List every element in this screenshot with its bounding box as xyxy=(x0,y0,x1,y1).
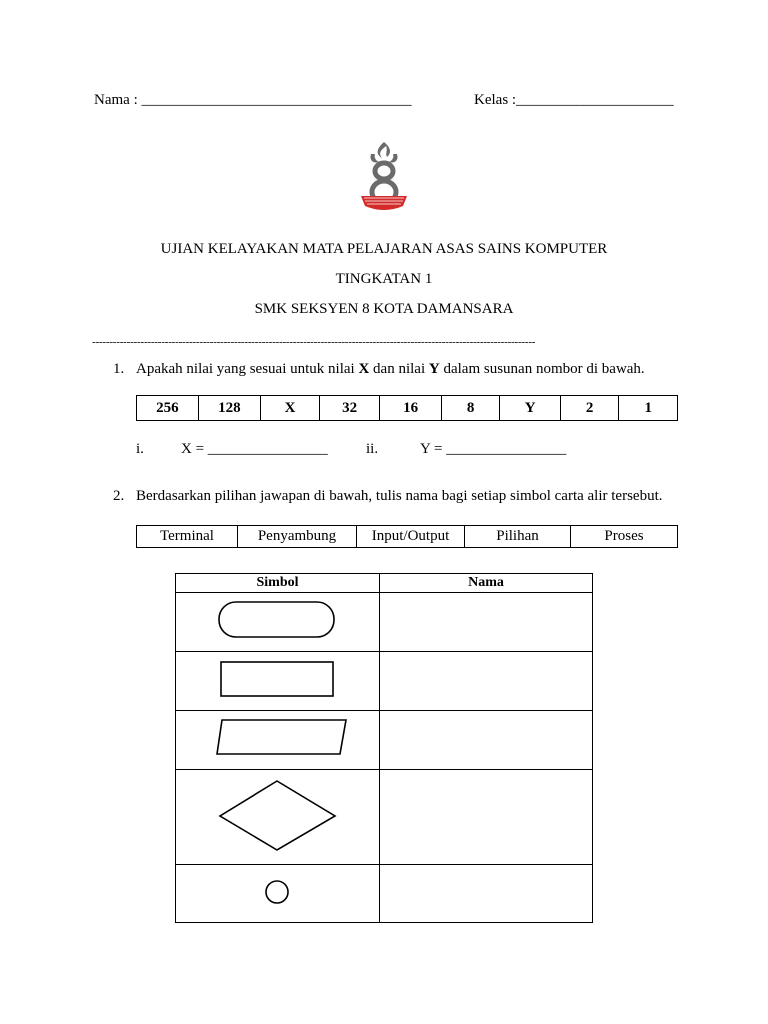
symbol-cell xyxy=(176,652,380,711)
dashed-divider: -------------------------------------------------------------------------------------------------------------------------------- xyxy=(92,337,536,348)
symbol-cell xyxy=(176,711,380,770)
option-cell: Input/Output xyxy=(357,526,465,548)
school-logo xyxy=(355,140,413,214)
answer-ii-label: ii. xyxy=(366,441,379,457)
decision-symbol-icon xyxy=(176,770,379,859)
symbol-table-header xyxy=(176,574,593,593)
number-cell: 2 xyxy=(560,396,619,421)
number-cell: 256 xyxy=(137,396,199,421)
q2-text: Berdasarkan pilihan jawapan di bawah, tulis nama bagi setiap simbol carta alir tersebut. xyxy=(136,488,663,504)
answer-options-row xyxy=(137,526,678,548)
number-cell: 8 xyxy=(441,396,500,421)
symbol-row xyxy=(176,652,593,711)
number-sequence-row xyxy=(137,396,678,421)
name-answer-cell[interactable] xyxy=(380,865,593,923)
answer-i-label: i. xyxy=(136,441,144,457)
number-cell: 1 xyxy=(619,396,678,421)
option-cell: Pilihan xyxy=(465,526,571,548)
nama-field: Nama : ____________________________________ xyxy=(94,92,412,108)
q2-number: 2. xyxy=(113,488,125,504)
symbol-row xyxy=(176,711,593,770)
answer-y-blank: Y = ________________ xyxy=(420,441,567,457)
connector-symbol-icon xyxy=(176,865,379,917)
terminal-symbol-icon xyxy=(176,593,379,646)
answer-options-table xyxy=(136,525,678,548)
symbol-row xyxy=(176,865,593,923)
input-output-symbol-icon xyxy=(176,711,379,764)
name-answer-cell[interactable] xyxy=(380,770,593,865)
kelas-field: Kelas :_____________________ xyxy=(474,92,674,108)
exam-title: UJIAN KELAYAKAN MATA PELAJARAN ASAS SAINS KOMPUTER xyxy=(160,241,608,257)
option-cell: Penyambung xyxy=(238,526,357,548)
q1-text: Apakah nilai yang sesuai untuk nilai X dan nilai Y dalam susunan nombor di bawah. xyxy=(136,361,645,377)
q1-number: 1. xyxy=(113,361,125,377)
header-nama: Nama xyxy=(380,574,593,593)
name-answer-cell[interactable] xyxy=(380,593,593,652)
number-cell: Y xyxy=(500,396,561,421)
number-cell: 128 xyxy=(198,396,261,421)
symbol-row xyxy=(176,593,593,652)
name-answer-cell[interactable] xyxy=(380,711,593,770)
option-cell: Proses xyxy=(571,526,678,548)
symbol-cell xyxy=(176,593,380,652)
number-cell: X xyxy=(261,396,320,421)
symbol-row xyxy=(176,770,593,865)
school-name: SMK SEKSYEN 8 KOTA DAMANSARA xyxy=(254,301,514,317)
exam-level: TINGKATAN 1 xyxy=(335,271,433,287)
number-cell: 32 xyxy=(319,396,380,421)
process-symbol-icon xyxy=(176,652,379,705)
header-simbol: Simbol xyxy=(176,574,380,593)
answer-x-blank: X = ________________ xyxy=(181,441,328,457)
number-cell: 16 xyxy=(380,396,442,421)
symbol-cell xyxy=(176,770,380,865)
symbol-table xyxy=(175,573,593,923)
name-answer-cell[interactable] xyxy=(380,652,593,711)
option-cell: Terminal xyxy=(137,526,238,548)
number-sequence-table xyxy=(136,395,678,421)
symbol-cell xyxy=(176,865,380,923)
